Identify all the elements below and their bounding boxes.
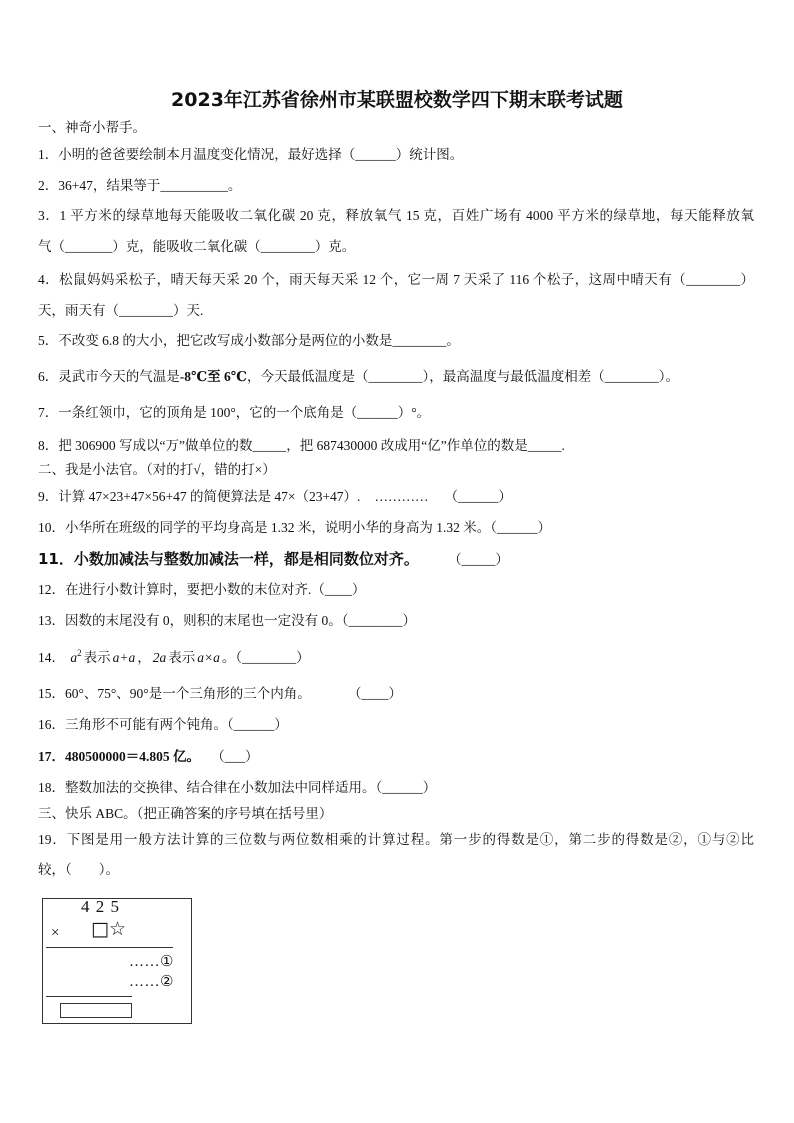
question-14-word-2: 表示 xyxy=(168,650,196,665)
question-17-text: 17．480500000＝4.805 亿。 xyxy=(38,749,200,764)
figure-rule-1 xyxy=(46,947,173,948)
question-9-text: 9．计算 47×23+47×56+47 的简便算法是 47×（23+47）. xyxy=(38,489,361,504)
question-6-text-a: 6．灵武市今天的气温是 xyxy=(38,369,180,384)
question-14 xyxy=(38,648,310,668)
figure-answer-box xyxy=(60,1003,132,1018)
math-exponent: 2 xyxy=(77,648,82,658)
question-14-comma: ， xyxy=(137,650,151,665)
question-9 xyxy=(38,487,512,507)
figure-rule-2 xyxy=(46,996,132,997)
math-a-squared xyxy=(70,650,81,665)
question-9-dots: ………… xyxy=(374,489,429,504)
question-4-line-1: 4．松鼠妈妈采松子，晴天每天采 20 个，雨天每天采 12 个，它一周 7 天采了 116 个松子，这周中晴天有（________） xyxy=(38,272,754,287)
question-8: 8．把 306900 写成以“万”做单位的数_____，把 687430000 改成用“亿”作单位的数是_____. xyxy=(38,438,565,453)
math-a: a xyxy=(70,650,78,665)
question-11-text: 11．小数加减法与整数加减法一样，都是相同数位对齐。 xyxy=(38,550,419,568)
square-star-icon: □☆ xyxy=(91,918,126,940)
question-16: 16．三角形不可能有两个钝角。（______） xyxy=(38,717,288,732)
question-14-tail: 。（________） xyxy=(221,650,310,665)
document-title: 2023年江苏省徐州市某联盟校数学四下期末联考试题 xyxy=(171,89,623,111)
figure-multiplicand: 4 2 5 xyxy=(81,897,120,916)
question-2: 2．36+47，结果等于__________。 xyxy=(38,178,242,193)
question-15 xyxy=(38,684,402,704)
math-2a: 2a xyxy=(152,650,167,665)
math-a-times-a: a×a xyxy=(197,650,220,665)
question-4-line-2: 天，雨天有（________）天. xyxy=(38,303,204,318)
multiplication-figure xyxy=(42,898,192,1024)
question-10: 10．小华所在班级的同学的平均身高是 1.32 米，说明小华的身高为 1.32 米。（______） xyxy=(38,520,551,535)
question-6-text-b: ，今天最低温度是（________），最高温度与最低温度相差（________）。 xyxy=(246,369,679,384)
question-17-blank: （___） xyxy=(218,749,259,764)
question-6 xyxy=(38,367,679,387)
question-14-number: 14． xyxy=(38,650,65,665)
math-a-plus-a: a+a xyxy=(112,650,136,665)
question-19-line-2: 较，（ ）。 xyxy=(38,862,119,877)
question-11 xyxy=(38,549,509,570)
figure-step-2: ……② xyxy=(129,974,174,990)
section-heading-3: 三、快乐 ABC。（把正确答案的序号填在括号里） xyxy=(38,806,333,821)
question-19-line-1: 19．下图是用一般方法计算的三位数与两位数相乘的计算过程。第一步的得数是①，第二步的得数是②，①与②比 xyxy=(38,832,754,847)
question-6-temperature: -8℃至 6℃ xyxy=(179,369,247,384)
question-15-text: 15．60°、75°、90°是一个三角形的三个内角。 xyxy=(38,686,311,701)
question-15-blank: （____） xyxy=(354,686,402,701)
times-sign: × xyxy=(51,925,60,941)
question-7: 7．一条红领巾，它的顶角是 100°，它的一个底角是（______）°。 xyxy=(38,405,431,420)
question-18: 18．整数加法的交换律、结合律在小数加法中同样适用。（______） xyxy=(38,780,437,795)
question-17 xyxy=(38,747,259,767)
question-11-blank: （_____） xyxy=(454,552,509,567)
section-heading-2: 二、我是小法官。（对的打√，错的打×） xyxy=(38,462,276,477)
question-13: 13．因数的末尾没有 0，则积的末尾也一定没有 0。（________） xyxy=(38,613,416,628)
question-5: 5．不改变 6.8 的大小，把它改写成小数部分是两位的小数是________。 xyxy=(38,333,460,348)
question-12: 12．在进行小数计算时，要把小数的末位对齐.（____） xyxy=(38,582,366,597)
question-14-word-1: 表示 xyxy=(83,650,111,665)
section-heading-1: 一、神奇小帮手。 xyxy=(38,120,146,135)
question-3-line-2: 气（_______）克，能吸收二氧化碳（________）克。 xyxy=(38,239,356,254)
figure-step-1: ……① xyxy=(129,954,174,970)
question-9-blank: （______） xyxy=(444,489,512,504)
question-3-line-1: 3．1 平方米的绿草地每天能吸收二氧化碳 20 克，释放氧气 15 克，百姓广场有 4000 平方米的绿草地，每天能释放氧 xyxy=(38,208,754,223)
question-1: 1．小明的爸爸要绘制本月温度变化情况，最好选择（______）统计图。 xyxy=(38,147,464,162)
